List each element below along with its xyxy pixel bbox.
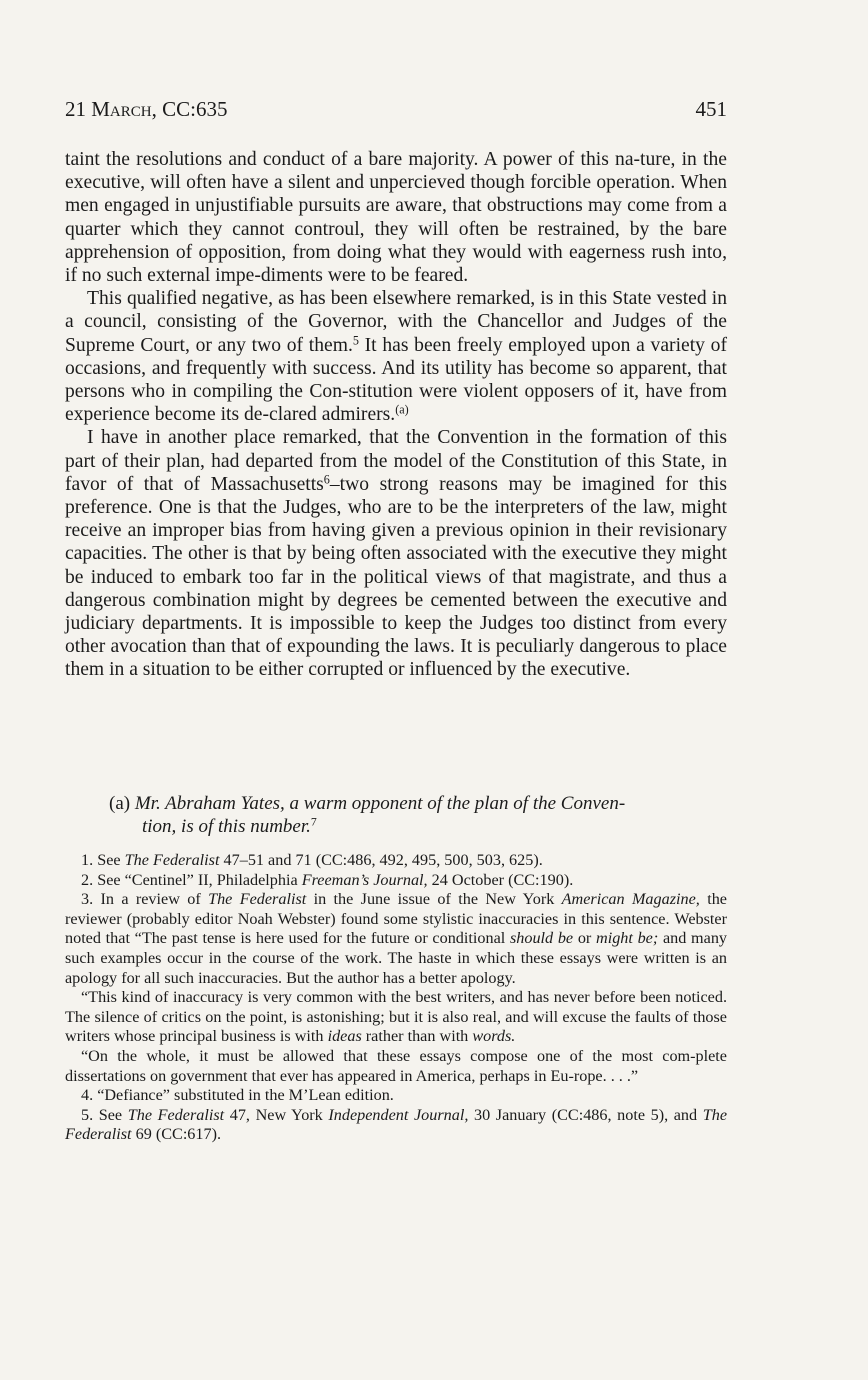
footnote-5-d: 69 (CC:617). [131,1125,222,1144]
author-note-text-2: tion, is of this number. [142,816,311,837]
main-text [65,148,727,682]
footnote-2 [65,871,727,891]
paragraph-3-text-b: –two strong reasons may be imagined for this preference. One is that the Judges, who are to be the interpreters of the law, might receive an improper bias from having given a previous opinion in their revisionary capacities. The other is that by being often associated with the executive they might be induced to embark too far in the political views of that magistrate, and thus a dangerous combination might by degrees be cemented between the executive and judiciary departments. It is impossible to keep the Judges too distinct from every other avocation than that of expounding the laws. It is peculiarly dangerous to place them in a situation to be either corrupted or influenced by the executive. [65,473,727,681]
footnote-3-should: should be [509,929,574,948]
footnote-5-title-2: The Federalist [65,1105,727,1144]
footnote-3-quote-2 [65,1047,727,1086]
paragraph-1-text: taint the resolutions and conduct of a bare majority. A power of this na-ture, in the executive, will often have a silent and unpercieved though forcible operation. When men engaged in unjustifiable pursuits are aware, that obstructions may come from a quarter which they cannot controul, they will often be restrained, by the bare apprehension of opposition, from doing what they would with eagerness rush into, if no such external impe-diments were to be feared. [65,149,727,287]
footnote-5-paper: Independent Journal, [328,1105,469,1124]
footnote-3-magazine: American Magazine, [561,890,700,909]
footnote-1-a: 1. See [81,851,125,869]
paragraph-2-text-a: This qualified negative, as has been elsewhere remarked, is in this State vested in a council, consisting of the Governor, with the Chancellor and Judges of the Supreme Court, or any two of them. [65,288,727,356]
footnote-3-b: in the June issue of the New York [306,890,562,909]
footnote-2-a: 2. See “Centinel” II, Philadelphia [81,870,302,889]
footnote-ref-7: 7 [310,815,317,829]
footnote-2-title: Freeman’s Journal, [301,870,428,889]
paragraph-2 [65,287,727,426]
author-note-line-2 [109,815,699,838]
quote-2-text: “On the whole, it must be allowed that these essays compose one of the most com-plete dissertations on government that ever has appeared in America, perhaps in Eu-rope. . . .” [65,1046,727,1085]
footnote-3 [65,890,727,988]
paragraph-3-text-a: I have in another place remarked, that the Convention in the formation of this part of their plan, had departed from the model of the Constitution of this State, in favor of that of Massachusetts [65,427,727,495]
footnote-5-c: 30 January (CC:486, note 5), and [468,1105,703,1124]
footnote-ref-6: 6 [323,472,330,487]
footnote-5-b: 47, New York [224,1105,329,1124]
footnote-3-d: and many such examples occur in the course of the work. The haste in which these essays were written is an apology for all such inaccuracies. But the author has a better apology. [65,929,728,987]
paragraph-3 [65,426,727,681]
quote-1-b: rather than with [361,1027,473,1046]
footnote-3-might: might be; [596,929,659,948]
footnote-1-b: 47–51 and 71 (CC:486, 492, 495, 500, 503, 625). [219,851,543,869]
footnote-1-title: The Federalist [124,851,220,869]
footnote-ref-5: 5 [352,332,359,347]
paragraph-2-text-b: It has been freely employed upon a variety of occasions, and frequently with success. And its utility has become so apparent, that persons who in compiling the Con-stitution were violent opposers of it, have from experience become its de-clared admirers. [65,334,727,426]
footnotes [65,851,727,1145]
footnote-3-or: or [573,929,597,948]
footnote-3-title: The Federalist [208,890,307,909]
footnote-4 [65,1086,727,1106]
quote-1-ideas: ideas [327,1027,362,1046]
author-note-line-1 [109,792,699,815]
page-number: 451 [695,97,727,121]
author-note-marker: (a) [109,793,131,814]
footnote-3-a: 3. In a review of [81,890,209,909]
footnote-3-c: the reviewer (probably editor Noah Webster) found some stylistic inaccuracies in this sentence. Webster noted that “The past tense is here used for the future or conditional [65,890,727,948]
paragraph-1 [65,148,727,287]
quote-1-words: words. [472,1027,516,1046]
footnote-5-title-1: The Federalist [127,1105,225,1124]
author-note-ref-a: (a) [395,402,409,417]
footnote-3-quote-1 [65,988,727,1047]
footnote-5 [65,1106,727,1145]
author-note-text-1: Mr. Abraham Yates, a warm opponent of the plan of the Conven- [134,793,626,814]
running-head-left: 21 March, CC:635 [65,97,228,121]
footnote-5-a: 5. See [81,1105,128,1124]
footnote-1 [65,851,727,871]
footnote-2-b: 24 October (CC:190). [427,870,574,889]
footnote-4-text: 4. “Defiance” substituted in the M’Lean edition. [81,1086,394,1105]
author-note [109,792,699,838]
quote-1-a: “This kind of inaccuracy is very common with the best writers, and has never before been noticed. The silence of critics on the point, is astonishing; but it is also real, and will excuse the faults of those writers whose principal business is with [65,988,727,1046]
